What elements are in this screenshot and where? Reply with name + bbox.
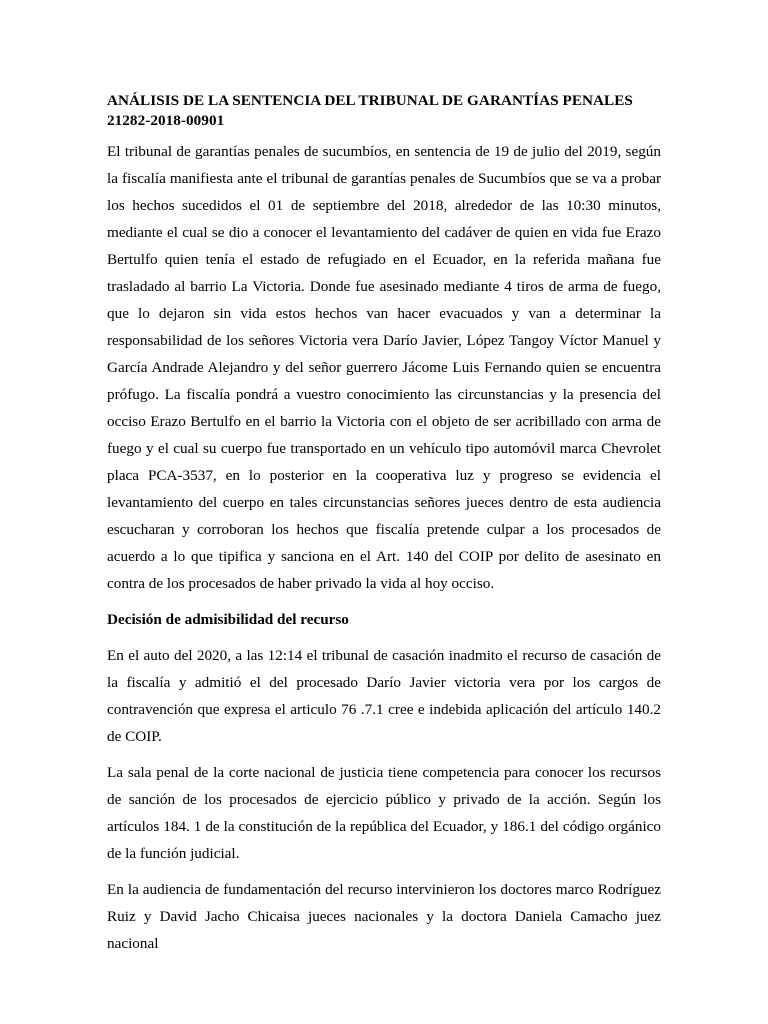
title-line-1: ANÁLISIS DE LA SENTENCIA DEL TRIBUNAL DE GARANTÍAS PENALES bbox=[107, 92, 633, 109]
section-heading-admissibility: Decisión de admisibilidad del recurso bbox=[107, 611, 349, 628]
paragraph-admissibility-ruling: En el auto del 2020, a las 12:14 el tribunal de casación inadmito el recurso de casación de la fiscalía y admitió el del procesado Darío Javier victoria vera por los cargos de contravención que expresa el articulo 76 .7.1 cree e indebida aplicación del artículo 140.2 de COIP. bbox=[107, 647, 661, 745]
document-title bbox=[107, 91, 661, 131]
paragraph-hearing: En la audiencia de fundamentación del recurso intervinieron los doctores marco Rodríguez Ruiz y David Jacho Chicaisa jueces nacionales y la doctora Daniela Camacho juez nacional bbox=[107, 881, 661, 952]
title-line-2: 21282-2018-00901 bbox=[107, 112, 225, 129]
paragraph-case-facts: El tribunal de garantías penales de sucumbíos, en sentencia de 19 de julio del 2019, según la fiscalía manifiesta ante el tribunal de garantías penales de Sucumbíos que se va a probar los hechos sucedidos el 01 de septiembre del 2018, alrededor de las 10:30 minutos, mediante el cual se dio a conocer el levantamiento del cadáver de quien en vida fue Erazo Bertulfo quien tenía el estado de refugiado en el Ecuador, en la referida mañana fue trasladado al barrio La Victoria. Donde fue asesinado mediante 4 tiros de arma de fuego, que lo dejaron sin vida estos hechos van hacer evacuados y van a determinar la responsabilidad de los señores Victoria vera Darío Javier, López Tangoy Víctor Manuel y García Andrade Alejandro y del señor guerrero Jácome Luis Fernando quien se encuentra prófugo. La fiscalía pondrá a vuestro conocimiento las circunstancias y la presencia del occiso Erazo Bertulfo en el barrio la Victoria con el objeto de ser acribillado con arma de fuego y el cual su cuerpo fue transportado en un vehículo tipo automóvil marca Chevrolet placa PCA-3537, en lo posterior en la cooperativa luz y progreso se evidencia el levantamiento del cuerpo en tales circunstancias señores jueces dentro de esta audiencia escucharan y corroboran los hechos que fiscalía pretende culpar a los procesados de acuerdo a lo que tipifica y sanciona en el Art. 140 del COIP por delito de asesinato en contra de los procesados de haber privado la vida al hoy occiso. bbox=[107, 143, 661, 592]
paragraph-competence: La sala penal de la corte nacional de justicia tiene competencia para conocer los recursos de sanción de los procesados de ejercicio público y privado de la acción. Según los artículos 184. 1 de la constitución de la república del Ecuador, y 186.1 del código orgánico de la función judicial. bbox=[107, 764, 661, 862]
